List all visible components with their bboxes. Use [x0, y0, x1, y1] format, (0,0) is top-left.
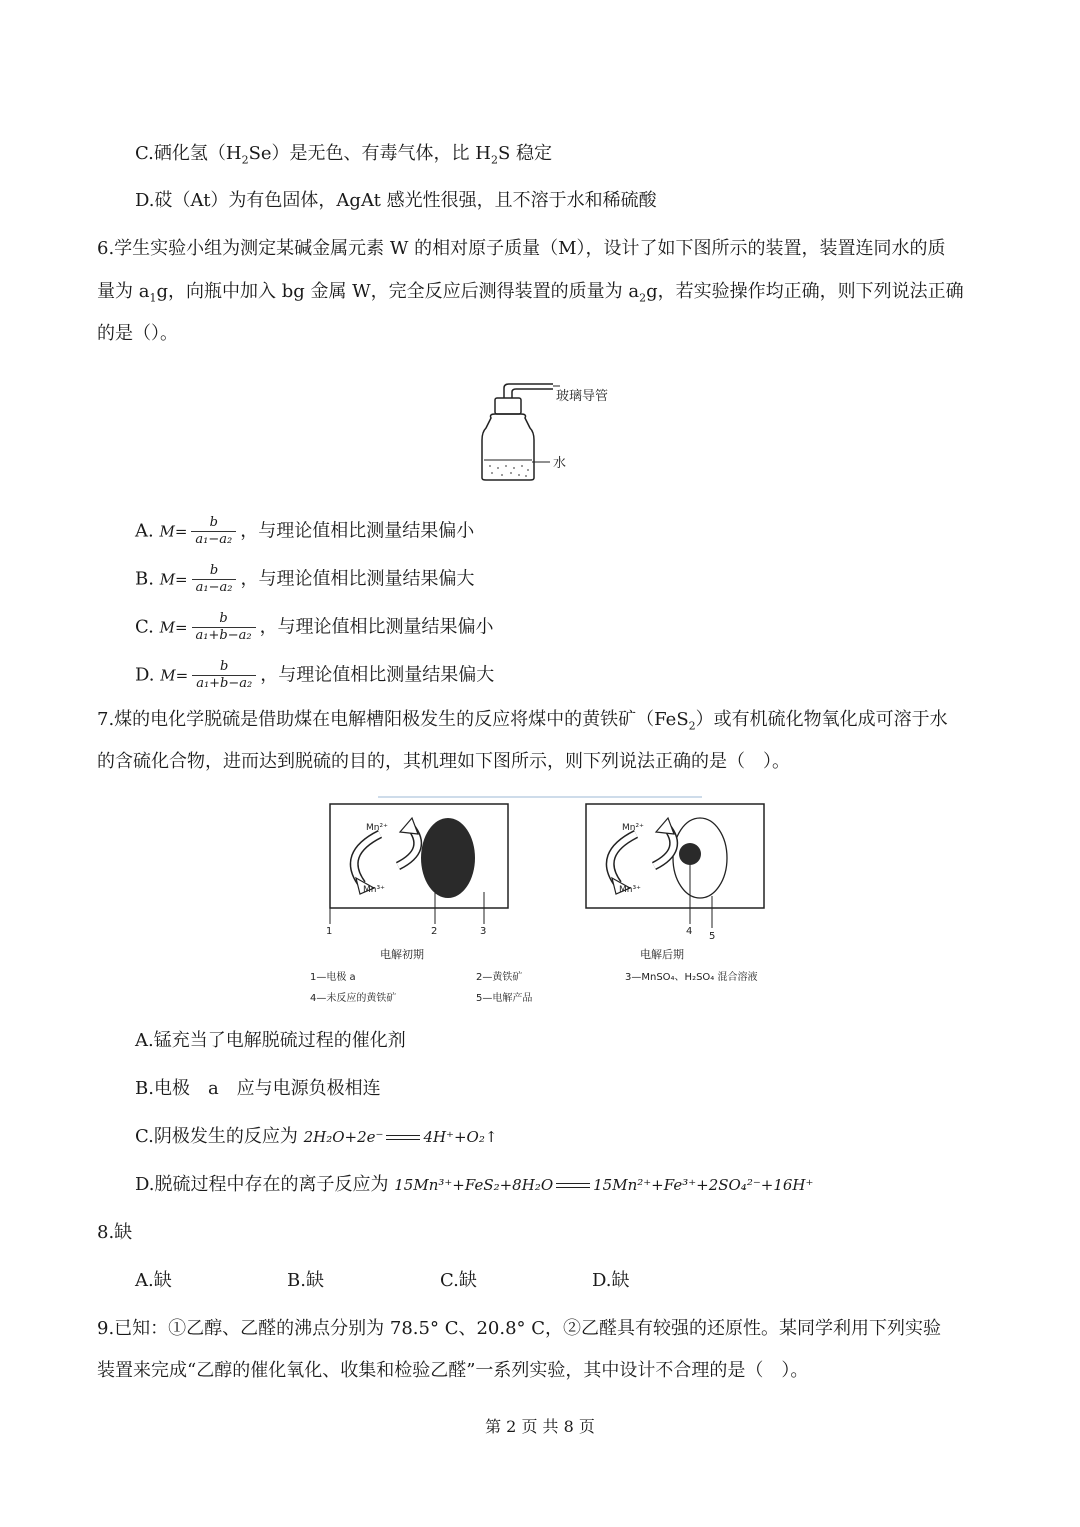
q6-option-d: D. M= $\frac{b}{\text{a₁+b−a₂}}$ ，与理论值相比测量结果偏大: [135, 659, 495, 691]
q7-option-a: A.锰充当了电解脱硫过程的催化剂: [135, 1030, 406, 1051]
svg-text:1—电极 a: 1—电极 a: [310, 972, 356, 983]
bottle-figure: [478, 380, 638, 485]
q7-option-c: C.阴极发生的反应为 2H₂O+2e⁻ 4H⁺+O₂↑: [135, 1126, 498, 1147]
svg-text:电解后期: 电解后期: [640, 948, 684, 961]
electrolysis-figure: [300, 792, 790, 1012]
q8-option-a: A.缺: [135, 1270, 172, 1291]
q7-option-d: D.脱硫过程中存在的离子反应为 15Mn³⁺+FeS₂+8H₂O 15Mn²⁺+Fe³⁺+2SO₄²⁻+16H⁺: [135, 1174, 814, 1195]
label-glass-tube: 玻璃导管: [556, 389, 609, 404]
q5-option-d: D.砹（At）为有色固体，AgAt 感光性很强，且不溶于水和稀硫酸: [135, 190, 657, 211]
svg-text:1: 1: [326, 926, 333, 937]
q9-stem-line1: 9.已知：①乙醇、乙醛的沸点分别为 78.5° C、20.8° C，②乙醛具有较强的还原性。某同学利用下列实验: [97, 1318, 942, 1339]
svg-text:2—黄铁矿: 2—黄铁矿: [476, 972, 523, 983]
q5-option-c: C.硒化氢$(H_2Se)$是无色、有毒气体，比 $H_2S$ 稳定: [135, 143, 553, 167]
q6-option-b: B. M= $\frac{b}{\text{a₁−a₂}}$ ，与理论值相比测量结果偏大: [135, 563, 475, 595]
unreacted-pyrite: [679, 843, 701, 865]
q9-stem-line2: 装置来完成“乙醇的催化氧化、收集和检验乙醛”一系列实验，其中设计不合理的是（ ）。: [97, 1360, 809, 1381]
svg-text:Mn²⁺: Mn²⁺: [366, 823, 388, 833]
pyrite-particle: [421, 818, 475, 898]
q6-option-c: C. M= $\frac{b}{\text{a₁+b−a₂}}$ ，与理论值相比测量结果偏小: [135, 611, 494, 643]
water-dots: [489, 465, 529, 477]
q6-option-a: A. M= $\frac{b}{\text{a₁−a₂}}$ ，与理论值相比测量结果偏小: [135, 515, 475, 547]
svg-text:3: 3: [480, 926, 487, 937]
svg-text:5: 5: [709, 931, 716, 942]
q6-stem-line1: 6.学生实验小组为测定某碱金属元素 W 的相对原子质量（M），设计了如下图所示的装置，装置连同水的质: [97, 238, 946, 259]
early-stage-panel: [326, 804, 508, 961]
svg-text:3—MnSO₄、H₂SO₄ 混合溶液: 3—MnSO₄、H₂SO₄ 混合溶液: [625, 972, 758, 983]
figure-legend: [310, 970, 758, 1004]
svg-text:2: 2: [431, 926, 438, 937]
q8-option-c: C.缺: [440, 1270, 477, 1291]
svg-text:Mn³⁺: Mn³⁺: [619, 885, 641, 895]
label-water: 水: [553, 456, 567, 471]
bottle-shape: [482, 384, 553, 480]
equals-sign: [386, 1135, 420, 1140]
svg-text:电解初期: 电解初期: [380, 948, 424, 961]
page-footer: 第 2 页 共 8 页: [485, 1417, 595, 1436]
svg-text:5—电解产品: 5—电解产品: [476, 993, 533, 1004]
svg-text:4—未反应的黄铁矿: 4—未反应的黄铁矿: [310, 993, 397, 1004]
q7-option-b: B.电极 a 应与电源负极相连: [135, 1078, 381, 1099]
q7-stem-line2: 的含硫化合物，进而达到脱硫的目的，其机理如下图所示，则下列说法正确的是（ ）。: [97, 751, 790, 772]
svg-text:Mn³⁺: Mn³⁺: [363, 885, 385, 895]
q8-option-b: B.缺: [287, 1270, 324, 1291]
q6-stem-line3: 的是（）。: [97, 323, 178, 344]
q6-stem-line2: 量为 $a_1g$，向瓶中加入 bg 金属 W，完全反应后测得装置的质量为 $a_2g$，若实验操作均正确，则下列说法正确: [97, 281, 964, 305]
q8-stem: 8.缺: [97, 1222, 133, 1243]
late-stage-panel: [586, 804, 764, 961]
q8-option-d: D.缺: [592, 1270, 630, 1291]
equals-sign: [556, 1183, 590, 1188]
q7-stem-line1: 7.煤的电化学脱硫是借助煤在电解槽阳极发生的反应将煤中的黄铁矿（FeS$_2$）或有机硫化物氧化成可溶于水: [97, 709, 948, 733]
svg-text:Mn²⁺: Mn²⁺: [622, 823, 644, 833]
svg-text:4: 4: [686, 926, 693, 937]
